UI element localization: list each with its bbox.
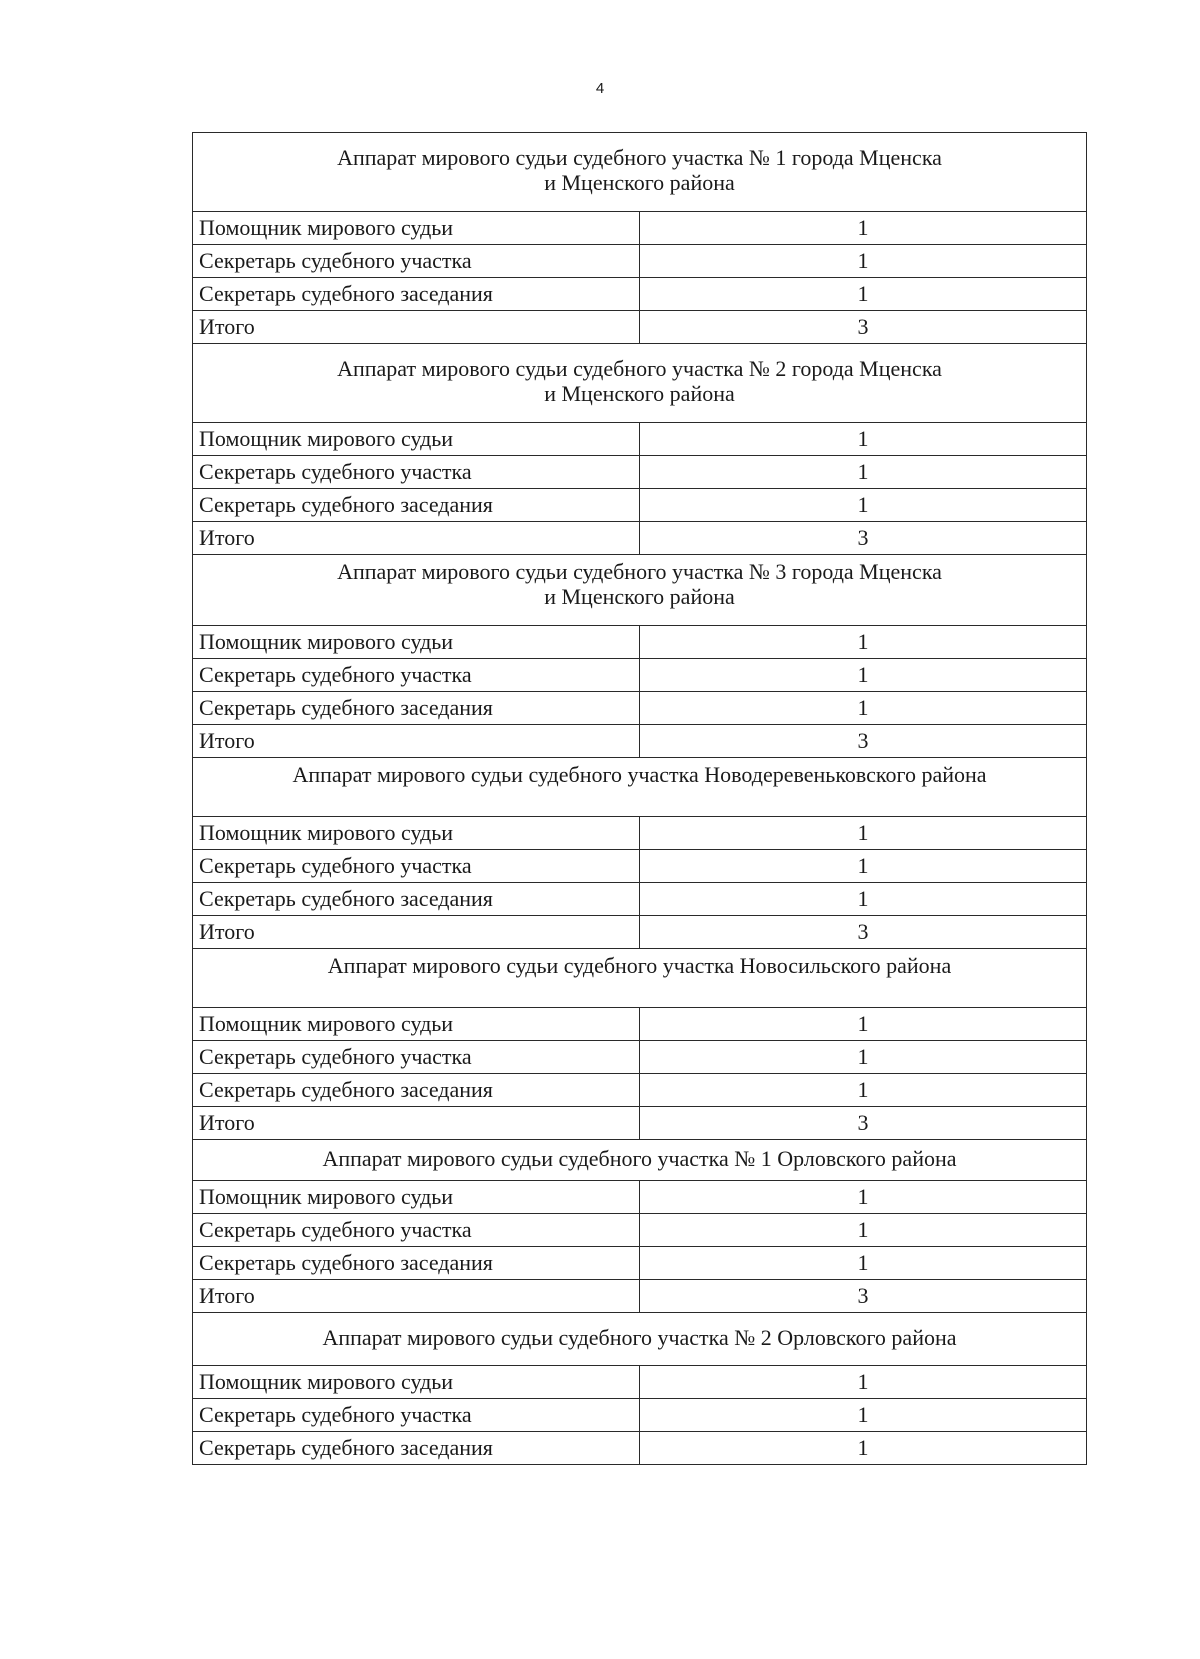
position-label: Помощник мирового судьи	[193, 817, 640, 850]
position-label: Секретарь судебного участка	[193, 456, 640, 489]
section-title	[193, 555, 1087, 626]
table-row	[193, 883, 1087, 916]
staff-table	[192, 132, 1087, 1465]
position-count: 1	[640, 817, 1087, 850]
section-title-line: Аппарат мирового судьи судебного участка № 2 города Мценска	[337, 356, 942, 381]
section-header-row	[193, 949, 1087, 1008]
section-title	[193, 1313, 1087, 1366]
total-row	[193, 916, 1087, 949]
position-label: Помощник мирового судьи	[193, 423, 640, 456]
total-count: 3	[640, 1107, 1087, 1140]
total-label: Итого	[193, 311, 640, 344]
position-count: 1	[640, 850, 1087, 883]
section-title-line: Аппарат мирового судьи судебного участка № 1 города Мценска	[337, 145, 942, 170]
total-label: Итого	[193, 1107, 640, 1140]
position-count: 1	[640, 1074, 1087, 1107]
table-row	[193, 278, 1087, 311]
section-title	[193, 133, 1087, 212]
position-label: Секретарь судебного заседания	[193, 489, 640, 522]
table-row	[193, 456, 1087, 489]
total-label: Итого	[193, 1280, 640, 1313]
table-row	[193, 1181, 1087, 1214]
total-label: Итого	[193, 916, 640, 949]
total-count: 3	[640, 522, 1087, 555]
section-header-row	[193, 758, 1087, 817]
position-label: Секретарь судебного участка	[193, 1214, 640, 1247]
position-label: Секретарь судебного участка	[193, 659, 640, 692]
section-header-row	[193, 555, 1087, 626]
position-count: 1	[640, 423, 1087, 456]
table-row	[193, 659, 1087, 692]
section-header-row	[193, 133, 1087, 212]
position-label: Секретарь судебного заседания	[193, 278, 640, 311]
section-title-line: и Мценского района	[544, 170, 735, 196]
total-count: 3	[640, 311, 1087, 344]
position-count: 1	[640, 1008, 1087, 1041]
position-label: Помощник мирового судьи	[193, 626, 640, 659]
position-count: 1	[640, 1214, 1087, 1247]
position-label: Секретарь судебного участка	[193, 245, 640, 278]
table-row	[193, 1008, 1087, 1041]
position-label: Секретарь судебного участка	[193, 1399, 640, 1432]
position-label: Секретарь судебного участка	[193, 850, 640, 883]
position-count: 1	[640, 659, 1087, 692]
table-row	[193, 1214, 1087, 1247]
section-title-line: Аппарат мирового судьи судебного участка № 2 Орловского района	[322, 1325, 957, 1350]
section-title-line: и Мценского района	[544, 584, 735, 610]
section-header-row	[193, 1140, 1087, 1181]
table-row	[193, 1041, 1087, 1074]
table-row	[193, 1247, 1087, 1280]
table-row	[193, 626, 1087, 659]
position-label: Помощник мирового судьи	[193, 1366, 640, 1399]
table-row	[193, 245, 1087, 278]
position-count: 1	[640, 1247, 1087, 1280]
section-title-line: Аппарат мирового судьи судебного участка Новодеревеньковского района	[292, 762, 987, 787]
section-header-row	[193, 1313, 1087, 1366]
page-number: 4	[595, 80, 605, 97]
position-count: 1	[640, 692, 1087, 725]
table-row	[193, 1432, 1087, 1465]
section-title	[193, 758, 1087, 817]
table-row	[193, 1074, 1087, 1107]
table-row	[193, 850, 1087, 883]
table-row	[193, 423, 1087, 456]
section-title-line: и Мценского района	[544, 381, 735, 407]
position-label: Секретарь судебного участка	[193, 1041, 640, 1074]
position-count: 1	[640, 1366, 1087, 1399]
position-label: Секретарь судебного заседания	[193, 883, 640, 916]
total-row	[193, 522, 1087, 555]
position-count: 1	[640, 626, 1087, 659]
section-title	[193, 344, 1087, 423]
position-count: 1	[640, 456, 1087, 489]
position-count: 1	[640, 1041, 1087, 1074]
total-row	[193, 311, 1087, 344]
position-label: Секретарь судебного заседания	[193, 1432, 640, 1465]
section-title-line: Аппарат мирового судьи судебного участка Новосильского района	[327, 953, 952, 978]
position-count: 1	[640, 278, 1087, 311]
table-row	[193, 817, 1087, 850]
position-count: 1	[640, 1432, 1087, 1465]
section-title-line: Аппарат мирового судьи судебного участка № 1 Орловского района	[322, 1146, 957, 1171]
total-label: Итого	[193, 725, 640, 758]
position-count: 1	[640, 1181, 1087, 1214]
total-row	[193, 725, 1087, 758]
total-label: Итого	[193, 522, 640, 555]
position-count: 1	[640, 212, 1087, 245]
table-row	[193, 1366, 1087, 1399]
position-count: 1	[640, 245, 1087, 278]
total-row	[193, 1107, 1087, 1140]
total-count: 3	[640, 1280, 1087, 1313]
table-row	[193, 212, 1087, 245]
position-label: Секретарь судебного заседания	[193, 692, 640, 725]
total-count: 3	[640, 916, 1087, 949]
position-label: Секретарь судебного заседания	[193, 1247, 640, 1280]
position-count: 1	[640, 489, 1087, 522]
total-count: 3	[640, 725, 1087, 758]
section-title	[193, 1140, 1087, 1181]
position-label: Помощник мирового судьи	[193, 1008, 640, 1041]
position-label: Помощник мирового судьи	[193, 212, 640, 245]
section-header-row	[193, 344, 1087, 423]
total-row	[193, 1280, 1087, 1313]
position-count: 1	[640, 1399, 1087, 1432]
table-row	[193, 692, 1087, 725]
position-count: 1	[640, 883, 1087, 916]
section-title-line: Аппарат мирового судьи судебного участка № 3 города Мценска	[337, 559, 942, 584]
section-title	[193, 949, 1087, 1008]
table-row	[193, 489, 1087, 522]
position-label: Секретарь судебного заседания	[193, 1074, 640, 1107]
position-label: Помощник мирового судьи	[193, 1181, 640, 1214]
table-row	[193, 1399, 1087, 1432]
